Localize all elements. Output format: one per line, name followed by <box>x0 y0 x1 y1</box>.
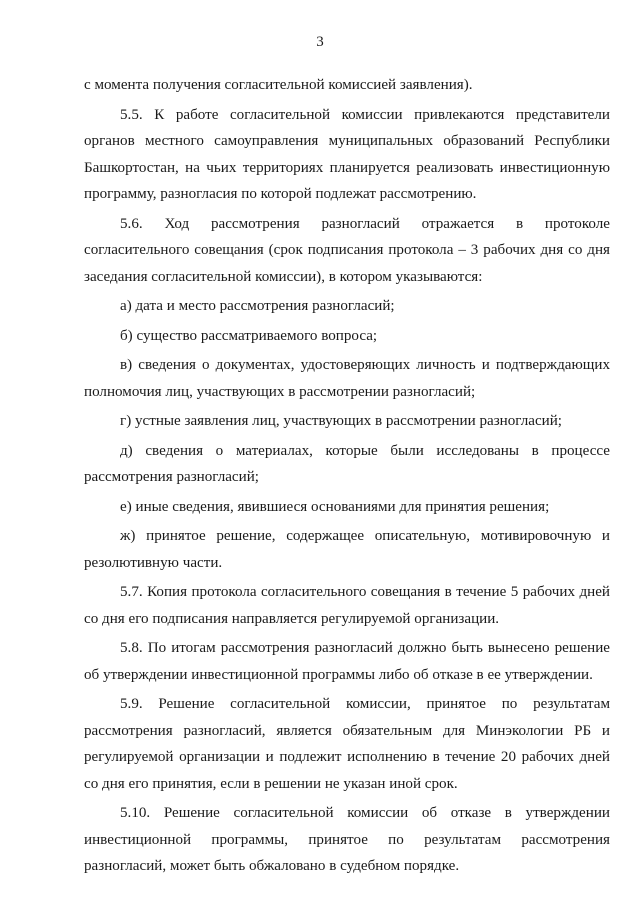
list-item-g: г) устные заявления лиц, участвующих в рассмотрении разногласий; <box>120 413 562 429</box>
list-item-d: д) сведения о материалах, которые были исследованы в процессе рассмотрения разногласий; <box>84 442 610 485</box>
list-item-b: б) существо рассматриваемого вопроса; <box>120 327 378 344</box>
paragraph-5-9: 5.9. Решение согласительной комиссии, принятое по результатам рассмотрения разногласий, является обязательным для Минэкологии РБ и регулируемой организации и подлежит исполнению в течение 20 рабочих дней со дня его принятия, если в решении не указан иной срок. <box>84 696 610 792</box>
paragraph-5-10: 5.10. Решение согласительной комиссии об отказе в утверждении инвестиционной программы, принятое по результатам рассмотрения разногласий, может быть обжаловано в судебном порядке. <box>84 805 610 874</box>
paragraph-5-7: 5.7. Копия протокола согласительного совещания в течение 5 рабочих дней со дня его подписания направляется регулируемой организации. <box>84 584 610 627</box>
page-number: 3 <box>316 34 324 50</box>
paragraph-5-6: 5.6. Ход рассмотрения разногласий отражается в протоколе согласительного совещания (срок подписания протокола – 3 рабочих дня со дня заседания согласительной комиссии), в котором указываются: <box>84 215 610 285</box>
list-item-zh: ж) принятое решение, содержащее описательную, мотивировочную и резолютивную части. <box>84 528 610 571</box>
paragraph-5-5: 5.5. К работе согласительной комиссии привлекаются представители органов местного самоуправления муниципальных образований Республики Башкортостан, на чьих территориях планируется реализовать инвестиционную программу, разногласия по которой подлежат рассмотрению. <box>84 106 610 202</box>
list-item-v: в) сведения о документах, удостоверяющих личность и подтверждающих полномочия лиц, участвующих в рассмотрении разногласий; <box>84 357 610 400</box>
list-item-a: а) дата и место рассмотрения разногласий; <box>120 298 395 314</box>
paragraph-5-8: 5.8. По итогам рассмотрения разногласий должно быть вынесено решение об утверждении инвестиционной программы либо об отказе в ее утверждении. <box>84 640 610 683</box>
list-item-e: е) иные сведения, явившиеся основаниями для принятия решения; <box>120 498 550 515</box>
document-body <box>84 72 610 880</box>
paragraph-continuation: с момента получения согласительной комиссией заявления). <box>84 77 473 93</box>
